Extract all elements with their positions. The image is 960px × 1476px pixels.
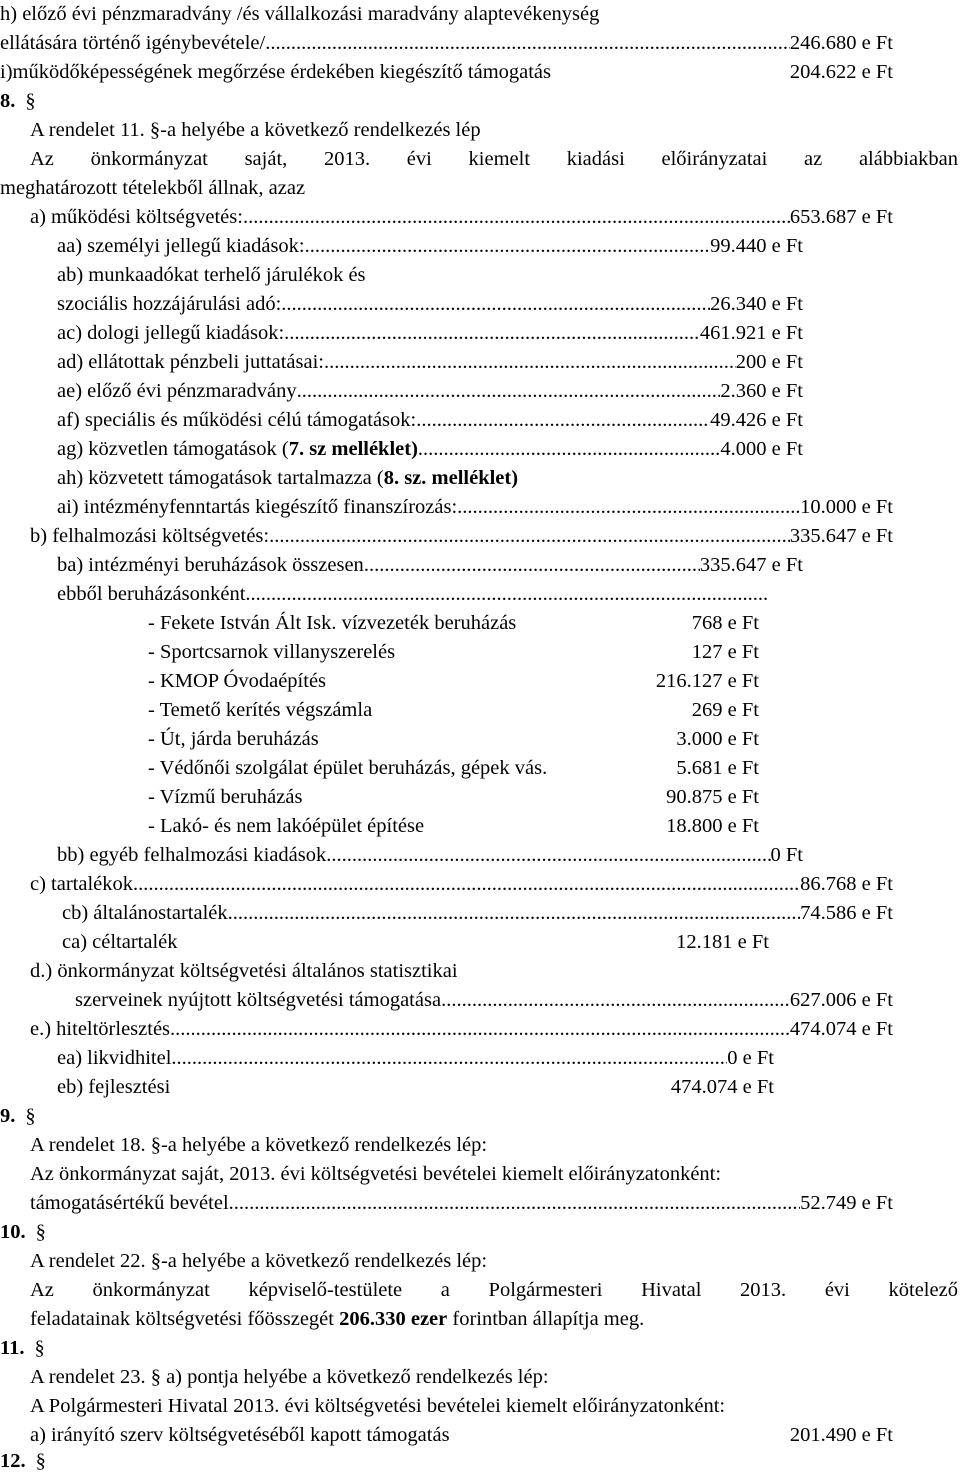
item-a-row xyxy=(30,203,893,232)
item-cb-amount: 74.586 e Ft xyxy=(800,902,893,924)
section-10-number: 10. xyxy=(0,1221,26,1243)
word: Az xyxy=(30,1279,54,1301)
item-ba-row xyxy=(57,551,803,580)
item-a-amount: 653.687 e Ft xyxy=(789,206,893,228)
item-ae-label: ae) előző évi pénzmaradvány xyxy=(57,380,297,402)
item-ca-row xyxy=(62,928,769,957)
section-sign-icon: § xyxy=(35,1221,46,1243)
dot-leader xyxy=(364,551,700,580)
section-8-intro: A rendelet 11. §-a helyébe a következő rendelkezés lép xyxy=(30,119,481,141)
section-9-para: Az önkormányzat saját, 2013. évi költségvetési bevételei kiemelt előirányzatonként: xyxy=(30,1163,722,1185)
project-row xyxy=(148,725,759,754)
section-9-number: 9. xyxy=(0,1105,16,1127)
item-ab-amount: 26.340 e Ft xyxy=(710,293,803,315)
project-name: - Sportcsarnok villanyszerelés xyxy=(148,641,396,663)
item-ai-amount: 10.000 e Ft xyxy=(800,496,893,518)
project-amount: 18.800 e Ft xyxy=(666,815,759,837)
item-h-row xyxy=(0,29,893,58)
item-eb-row xyxy=(57,1073,774,1102)
item-c-row xyxy=(30,870,893,899)
section-10-text-a: feladatainak költségvetési főösszegét xyxy=(30,1308,340,1330)
item-ac-row xyxy=(57,319,803,348)
item-af-label: af) speciális és működési célú támogatások: xyxy=(57,409,417,431)
dot-leader xyxy=(284,319,700,348)
dot-leader xyxy=(265,29,790,58)
section-9-row xyxy=(30,1189,893,1218)
section-8-heading xyxy=(0,87,36,116)
item-ca-amount: 12.181 e Ft xyxy=(676,931,769,953)
section-sign-icon: § xyxy=(25,90,36,112)
project-amount: 768 e Ft xyxy=(691,612,759,634)
project-row xyxy=(148,812,759,841)
item-aa-amount: 99.440 e Ft xyxy=(710,235,803,257)
item-h-amount: 246.680 e Ft xyxy=(789,32,893,54)
item-ba-label: ba) intézményi beruházások összesen xyxy=(57,554,364,576)
project-name: - Lakó- és nem lakóépület építése xyxy=(148,815,425,837)
section-11-row xyxy=(30,1421,893,1450)
item-ad-row xyxy=(57,348,803,377)
dot-leader xyxy=(418,435,721,464)
word: képviselő-testülete xyxy=(248,1279,403,1301)
item-ea-amount: 0 e Ft xyxy=(727,1047,774,1069)
dot-leader xyxy=(297,377,721,406)
dot-leader xyxy=(305,232,711,261)
project-name: - Vízmű beruházás xyxy=(148,786,303,808)
item-d-label: szerveinek nyújtott költségvetési támogatása xyxy=(75,989,442,1011)
word: 2013. xyxy=(740,1279,787,1301)
item-e-amount: 474.074 e Ft xyxy=(789,1018,893,1040)
section-11-amount: 201.490 e Ft xyxy=(789,1424,893,1446)
item-ea-row xyxy=(57,1044,774,1073)
item-cb-row xyxy=(62,899,893,928)
item-ab-row xyxy=(57,290,803,319)
dot-leader xyxy=(326,841,770,870)
project-name: - Út, járda beruházás xyxy=(148,728,319,750)
section-11-para: A Polgármesteri Hivatal 2013. évi költségvetési bevételei kiemelt előirányzatonként: xyxy=(30,1395,726,1417)
section-sign-icon: § xyxy=(34,1337,45,1359)
project-amount: 90.875 e Ft xyxy=(666,786,759,808)
item-ae-row xyxy=(57,377,803,406)
dot-leader xyxy=(243,203,790,232)
dot-leader xyxy=(245,580,767,609)
section-9-heading xyxy=(0,1102,36,1131)
item-b-row xyxy=(30,522,893,551)
item-d-row xyxy=(75,986,893,1015)
item-ac-amount: 461.921 e Ft xyxy=(699,322,803,344)
word: Polgármesteri xyxy=(488,1279,603,1301)
item-af-row xyxy=(57,406,803,435)
section-11-intro: A rendelet 23. § a) pontja helyébe a következő rendelkezés lép: xyxy=(30,1366,549,1388)
item-ab-label: szociális hozzájárulási adó: xyxy=(57,293,282,315)
item-e-row xyxy=(30,1015,893,1044)
project-name: - Védőnői szolgálat épület beruházás, gépek vás. xyxy=(148,757,548,779)
word: önkormányzat xyxy=(92,1279,210,1301)
section-10-intro: A rendelet 22. §-a helyébe a következő rendelkezés lép: xyxy=(30,1250,488,1272)
section-9-amount: 52.749 e Ft xyxy=(800,1192,893,1214)
project-row xyxy=(148,754,759,783)
section-12-number: 12. xyxy=(0,1450,26,1472)
section-8-para-line1: Az önkormányzat saját, 2013. évi kiemelt kiadási előirányzatai az alábbiakban xyxy=(30,148,958,170)
item-b-amount: 335.647 e Ft xyxy=(789,525,893,547)
item-ag-row xyxy=(57,435,803,464)
item-bb-amount: 0 Ft xyxy=(770,844,803,866)
dot-leader xyxy=(229,1189,801,1218)
word: évi xyxy=(824,1279,850,1301)
project-row xyxy=(148,783,759,812)
item-ai-row xyxy=(57,493,893,522)
section-10-text-c: forintban állapítja meg. xyxy=(447,1308,645,1330)
dot-leader xyxy=(170,1015,790,1044)
item-ah-row xyxy=(57,464,518,493)
section-11-label: a) irányító szerv költségvetéséből kapott támogatás xyxy=(30,1424,450,1446)
item-eb-label: eb) fejlesztési xyxy=(57,1076,171,1098)
section-11-heading xyxy=(0,1334,45,1363)
item-ai-label: ai) intézményfenntartás kiegészítő finanszírozás: xyxy=(57,496,458,518)
item-ag-label xyxy=(57,435,418,464)
item-ae-amount: 2.360 e Ft xyxy=(720,380,803,402)
item-ebbol-row xyxy=(57,580,767,609)
project-name: - Temető kerítés végszámla xyxy=(148,699,373,721)
item-h-label: ellátására történő igénybevétele/ xyxy=(0,32,266,54)
dot-leader xyxy=(441,986,790,1015)
section-10-para-line2 xyxy=(30,1305,644,1334)
item-bb-label: bb) egyéb felhalmozási kiadások xyxy=(57,844,327,866)
dot-leader xyxy=(133,870,800,899)
item-aa-label: aa) személyi jellegű kiadások: xyxy=(57,235,305,257)
item-ah-label: ah) közvetett támogatások tartalmazza ( xyxy=(57,467,384,489)
item-ag-label-text: ag) közvetlen támogatások ( xyxy=(57,438,289,460)
project-amount: 5.681 e Ft xyxy=(676,757,759,779)
item-ag-amount: 4.000 e Ft xyxy=(720,438,803,460)
item-af-amount: 49.426 e Ft xyxy=(710,409,803,431)
dot-leader xyxy=(228,899,801,928)
section-9-intro: A rendelet 18. §-a helyébe a következő rendelkezés lép: xyxy=(30,1134,488,1156)
dot-leader xyxy=(416,406,710,435)
project-row xyxy=(148,667,759,696)
item-ag-annex-ref: 7. sz melléklet) xyxy=(288,438,418,460)
dot-leader xyxy=(324,348,736,377)
section-11-number: 11. xyxy=(0,1337,25,1359)
item-bb-row xyxy=(57,841,803,870)
project-name: - Fekete István Ált Isk. vízvezeték beruházás xyxy=(148,612,517,634)
dot-leader xyxy=(457,493,800,522)
section-9-label: támogatásértékű bevétel xyxy=(30,1192,229,1214)
item-a-label: a) működési költségvetés: xyxy=(30,206,243,228)
project-row xyxy=(148,696,759,725)
item-cb-label: cb) általánostartalék xyxy=(62,902,228,924)
dot-leader xyxy=(171,1044,727,1073)
section-10-para-line1 xyxy=(30,1276,958,1305)
item-c-amount: 86.768 e Ft xyxy=(800,873,893,895)
section-10-total: 206.330 ezer xyxy=(339,1308,448,1330)
item-ea-label: ea) likvidhitel xyxy=(57,1047,172,1069)
word: Hivatal xyxy=(641,1279,702,1301)
project-amount: 269 e Ft xyxy=(691,699,759,721)
item-b-label: b) felhalmozási költségvetés: xyxy=(30,525,270,547)
project-row xyxy=(148,638,759,667)
item-ab-line1: ab) munkaadókat terhelő járulékok és xyxy=(57,264,366,286)
item-h-line1: h) előző évi pénzmaradvány /és vállalkozási maradvány alaptevékenység xyxy=(0,3,600,25)
project-amount: 127 e Ft xyxy=(691,641,759,663)
word: kötelező xyxy=(888,1279,958,1301)
item-i-amount: 204.622 e Ft xyxy=(789,61,893,83)
item-eb-amount: 474.074 e Ft xyxy=(670,1076,774,1098)
section-10-heading xyxy=(0,1218,46,1247)
dot-leader xyxy=(269,522,790,551)
item-ebbol-label: ebből beruházásonként xyxy=(57,583,246,605)
section-12-heading xyxy=(0,1447,46,1476)
section-sign-icon: § xyxy=(35,1450,46,1472)
item-d-amount: 627.006 e Ft xyxy=(789,989,893,1011)
item-i-label: i)működőképességének megőrzése érdekében kiegészítő támogatás xyxy=(0,61,552,83)
section-8-number: 8. xyxy=(0,90,16,112)
project-amount: 216.127 e Ft xyxy=(655,670,759,692)
item-ad-label: ad) ellátottak pénzbeli juttatásai: xyxy=(57,351,324,373)
section-sign-icon: § xyxy=(25,1105,36,1127)
project-amount: 3.000 e Ft xyxy=(676,728,759,750)
item-aa-row xyxy=(57,232,803,261)
section-8-para-line2: meghatározott tételekből állnak, azaz xyxy=(0,177,306,199)
item-ac-label: ac) dologi jellegű kiadások: xyxy=(57,322,285,344)
item-ah-annex-ref: 8. sz. melléklet) xyxy=(383,467,519,489)
project-row xyxy=(148,609,759,638)
item-i-row xyxy=(0,58,893,87)
item-ad-amount: 200 e Ft xyxy=(735,351,803,373)
item-d-line1: d.) önkormányzat költségvetési általános statisztikai xyxy=(30,960,458,982)
item-ba-amount: 335.647 e Ft xyxy=(699,554,803,576)
item-c-label: c) tartalékok xyxy=(30,873,134,895)
item-ca-label: ca) céltartalék xyxy=(62,931,178,953)
word: a xyxy=(440,1279,450,1301)
item-e-label: e.) hiteltörlesztés xyxy=(30,1018,171,1040)
dot-leader xyxy=(281,290,710,319)
project-name: - KMOP Óvodaépítés xyxy=(148,670,327,692)
